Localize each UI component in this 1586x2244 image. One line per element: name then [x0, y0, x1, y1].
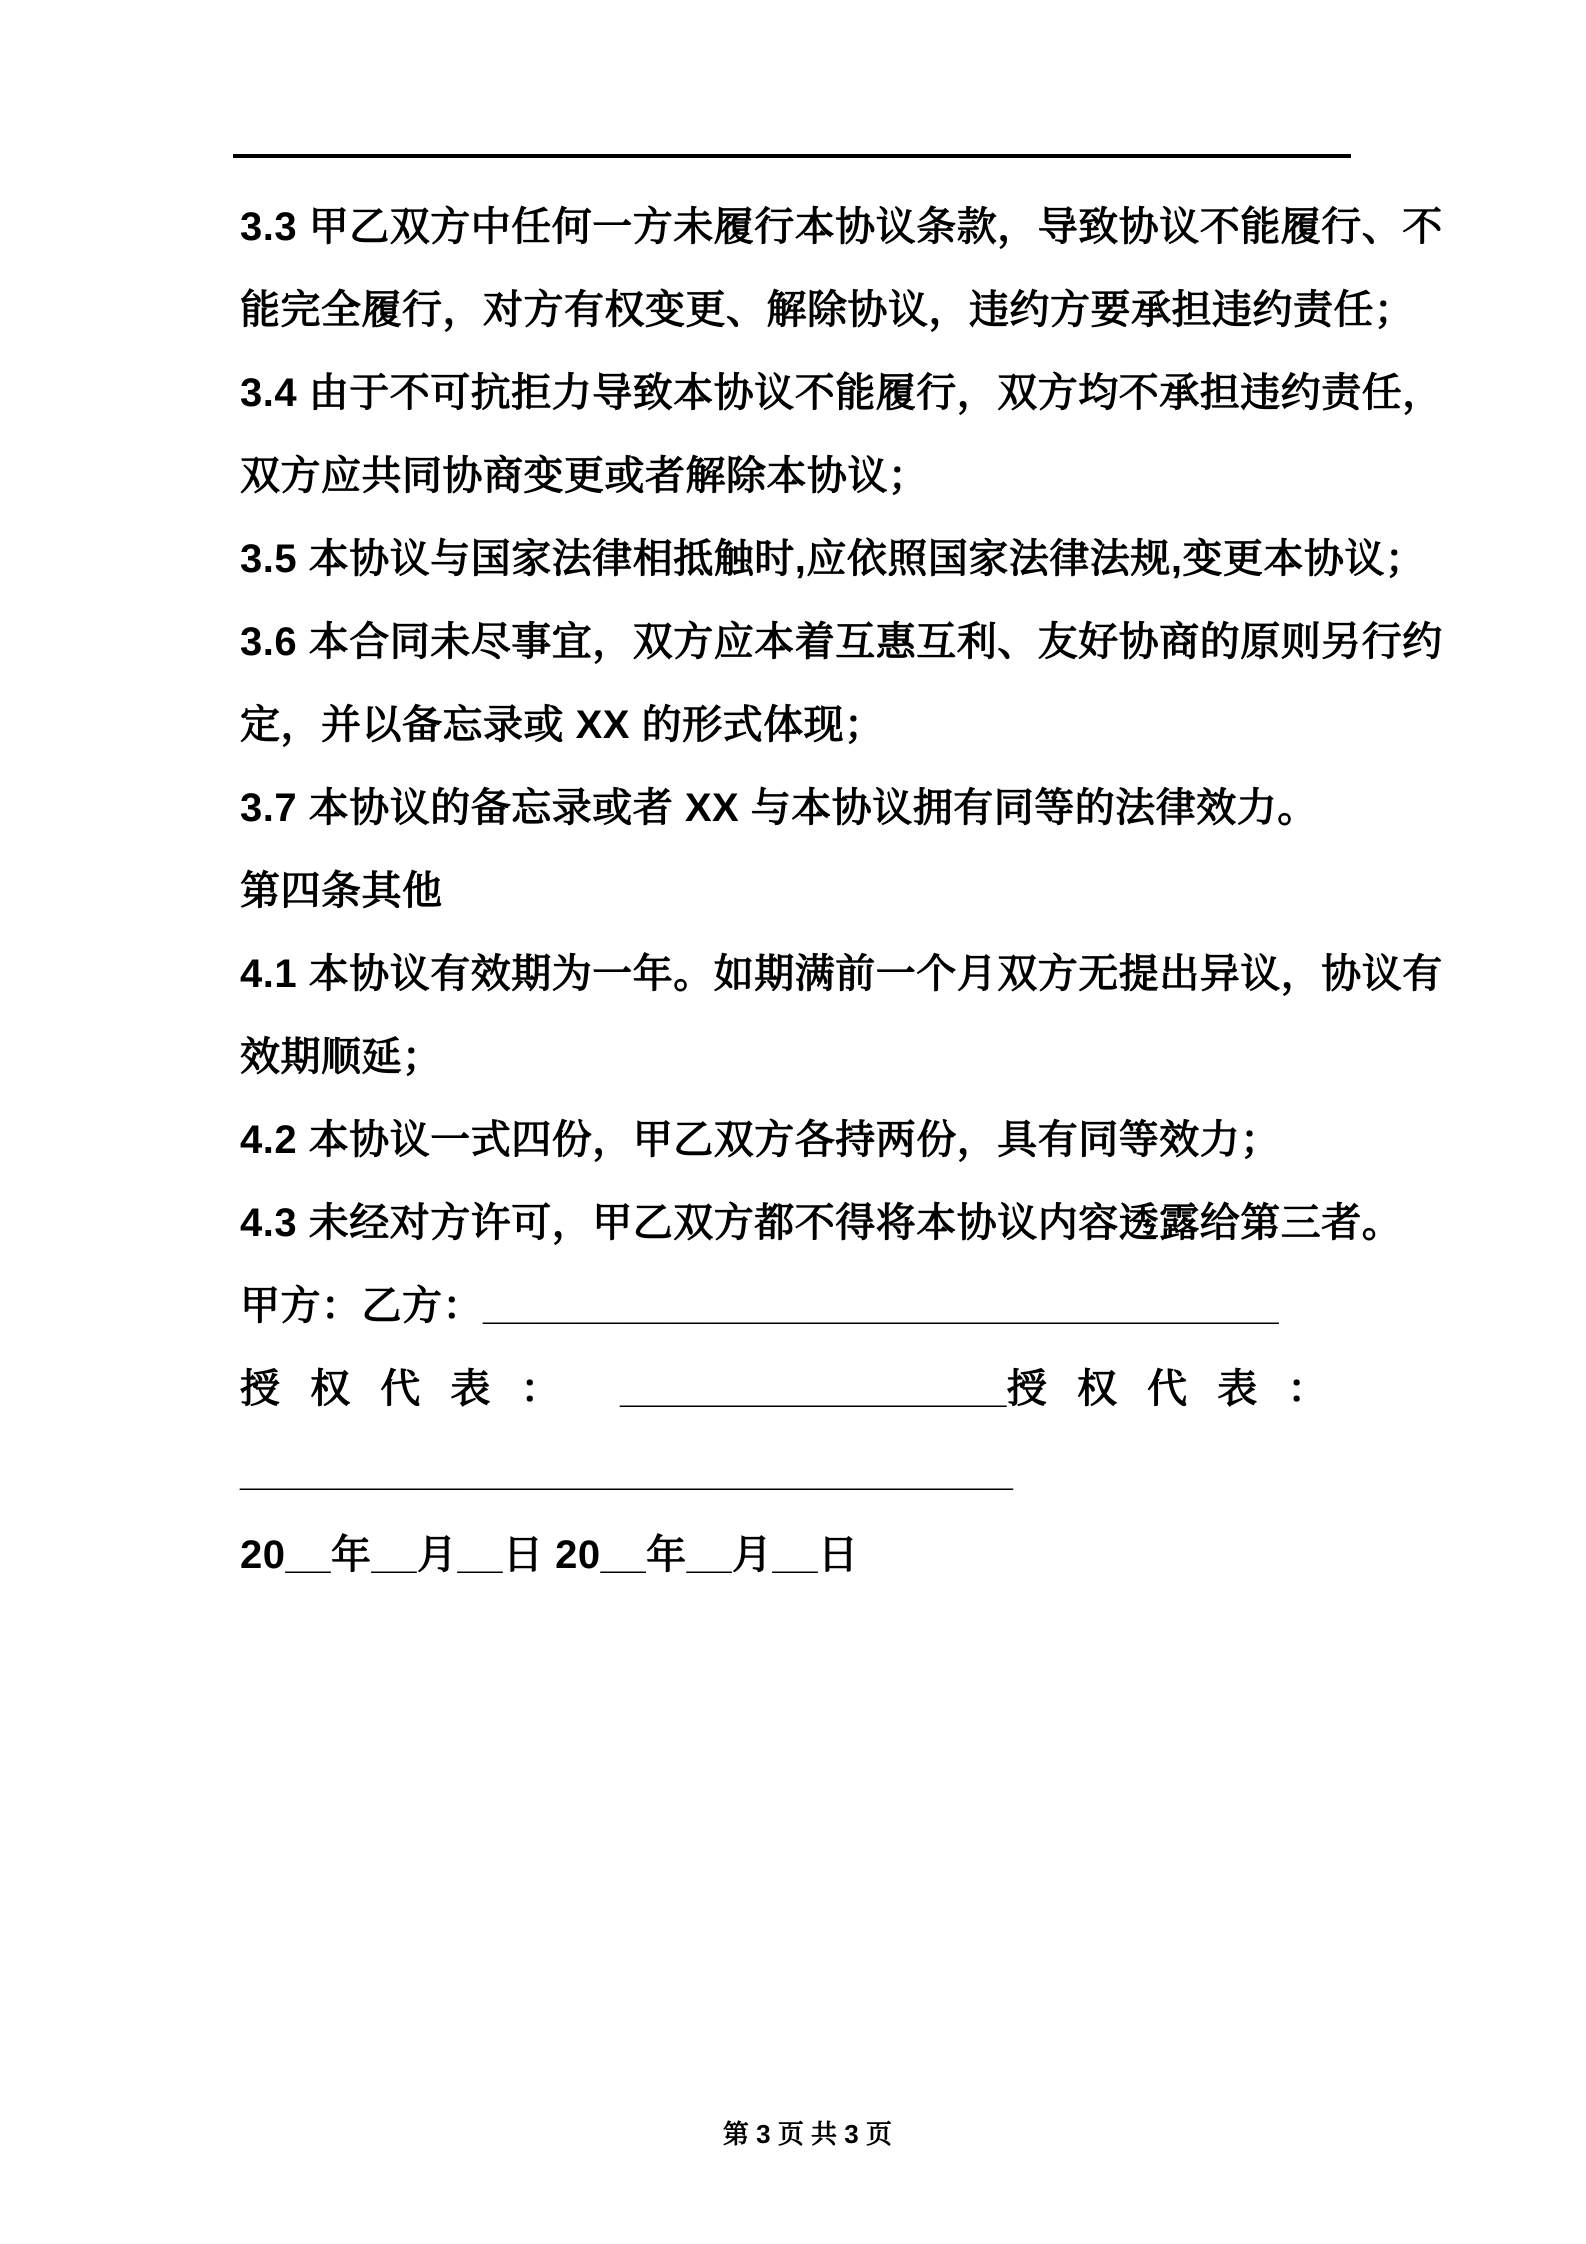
clause-3-6-line-1: 3.6 本合同未尽事宜，双方应本着互惠互利、友好协商的原则另行约: [240, 620, 1443, 664]
clause-3-3-line-2: 能完全履行，对方有权变更、解除协议，违约方要承担违约责任；: [240, 288, 1415, 332]
clause-3-4-line-1: 3.4 由于不可抗拒力导致本协议不能履行，双方均不承担违约责任，: [240, 371, 1443, 415]
authorized-representative-line: 授 权 代 表 ： _________________授 权 代 表 ：: [240, 1367, 1328, 1411]
signature-blank-underline: __________________________________: [240, 1450, 1014, 1494]
article-4-heading: 第四条其他: [240, 869, 443, 913]
date-fill-in-line: 20__年__月__日 20__年__月__日: [240, 1533, 859, 1577]
clause-3-3-line-1: 3.3 甲乙双方中任何一方未履行本协议条款，导致协议不能履行、不: [240, 205, 1443, 249]
page-number-text: 第 3 页 共 3 页: [722, 2119, 892, 2149]
header-divider-line: [233, 154, 1351, 158]
clause-3-7: 3.7 本协议的备忘录或者 XX 与本协议拥有同等的法律效力。: [240, 786, 1318, 830]
clause-3-6-line-2: 定，并以备忘录或 XX 的形式体现；: [240, 703, 885, 747]
clause-4-3: 4.3 未经对方许可，甲乙双方都不得将本协议内容透露给第三者。: [240, 1201, 1403, 1245]
clause-3-5: 3.5 本协议与国家法律相抵触时,应依照国家法律法规,变更本协议；: [240, 537, 1426, 581]
page-footer: [0, 2086, 1586, 2182]
clause-3-4-line-2: 双方应共同协商变更或者解除本协议；: [240, 454, 929, 498]
document-body: [240, 186, 1443, 1597]
clause-4-1-line-2: 效期顺延；: [240, 1035, 443, 1079]
clause-4-2: 4.2 本协议一式四份，甲乙双方各持两份，具有同等效力；: [240, 1118, 1281, 1162]
party-signature-line: 甲方：乙方：___________________________________: [240, 1284, 1280, 1328]
clause-4-1-line-1: 4.1 本协议有效期为一年。如期满前一个月双方无提出异议，协议有: [240, 952, 1443, 996]
